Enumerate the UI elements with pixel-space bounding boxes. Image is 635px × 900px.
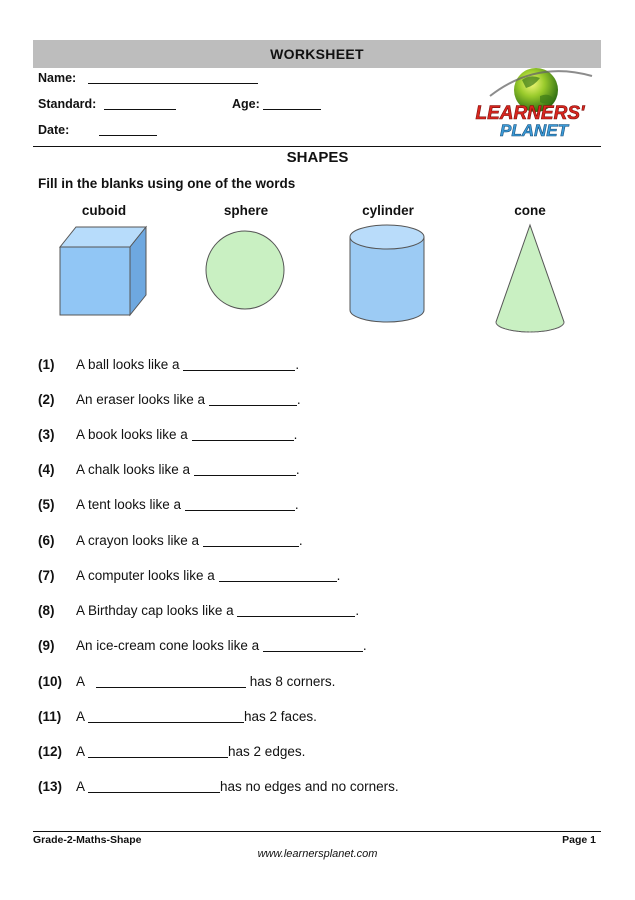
question-number: (6) [38, 533, 55, 548]
age-field [232, 97, 321, 111]
footer-divider [33, 831, 601, 832]
question-3 [38, 427, 297, 442]
question-text: A Birthday cap looks like a [76, 603, 234, 618]
question-6 [38, 533, 303, 548]
answer-blank[interactable] [88, 779, 220, 793]
question-text-end: has 2 edges. [228, 744, 306, 759]
question-text-end: . [336, 568, 341, 583]
question-4 [38, 462, 300, 477]
logo-text-learners: LEARNERS' [475, 103, 585, 124]
age-blank[interactable] [263, 109, 321, 110]
question-number: (2) [38, 392, 55, 407]
learners-planet-logo [460, 66, 600, 142]
answer-blank[interactable] [194, 462, 296, 476]
question-2 [38, 392, 301, 407]
question-text: A chalk looks like a [76, 462, 191, 477]
answer-blank[interactable] [88, 709, 244, 723]
question-text-end: . [294, 497, 299, 512]
question-9 [38, 638, 367, 653]
question-number: (7) [38, 568, 55, 583]
question-text-end: . [298, 533, 303, 548]
question-text: A [76, 674, 85, 689]
question-5 [38, 497, 299, 512]
question-text-end: . [295, 357, 300, 372]
standard-blank[interactable] [104, 109, 176, 110]
question-text: A [76, 709, 85, 724]
page-title: SHAPES [286, 149, 349, 166]
question-text: A crayon looks like a [76, 533, 200, 548]
question-text: A ball looks like a [76, 357, 180, 372]
shape-label-cuboid: cuboid [81, 203, 127, 218]
question-text: An eraser looks like a [76, 392, 206, 407]
date-field [38, 123, 157, 137]
shape-label-sphere: sphere [223, 203, 269, 218]
question-text: A tent looks like a [76, 497, 182, 512]
question-12 [38, 744, 305, 759]
answer-blank[interactable] [203, 533, 299, 547]
shape-label-cylinder: cylinder [362, 203, 414, 218]
answer-blank[interactable] [209, 392, 297, 406]
question-text: A [76, 744, 85, 759]
question-number: (11) [38, 709, 62, 724]
logo-text-planet: PLANET [500, 121, 568, 140]
question-13 [38, 779, 399, 794]
question-10 [38, 674, 335, 689]
shape-label-cone: cone [514, 203, 546, 218]
name-label: Name: [38, 71, 77, 85]
shapes-illustration [0, 215, 635, 340]
question-number: (12) [38, 744, 63, 759]
question-text-end: . [362, 638, 367, 653]
age-label: Age: [232, 97, 260, 111]
date-blank[interactable] [99, 135, 157, 136]
instruction-text: Fill in the blanks using one of the words [38, 176, 296, 191]
question-8 [38, 603, 359, 618]
question-number: (4) [38, 462, 55, 477]
answer-blank[interactable] [183, 357, 295, 371]
question-11 [38, 709, 317, 724]
cone-shape [496, 225, 564, 332]
cuboid-shape [60, 227, 146, 315]
question-text: A book looks like a [76, 427, 188, 442]
worksheet-header: WORKSHEET [33, 40, 601, 68]
answer-blank[interactable] [192, 427, 294, 441]
question-number: (8) [38, 603, 55, 618]
question-number: (1) [38, 357, 55, 372]
footer-url[interactable]: www.learnersplanet.com [257, 848, 378, 860]
question-number: (3) [38, 427, 55, 442]
question-number: (13) [38, 779, 63, 794]
question-text: An ice-cream cone looks like a [76, 638, 260, 653]
question-7 [38, 568, 340, 583]
answer-blank[interactable] [263, 638, 363, 652]
question-text: A computer looks like a [76, 568, 215, 583]
answer-blank[interactable] [185, 497, 295, 511]
question-text: A [76, 779, 85, 794]
answer-blank[interactable] [219, 568, 337, 582]
footer-worksheet-id: Grade-2-Maths-Shape [33, 834, 142, 846]
question-number: (5) [38, 497, 55, 512]
question-text-end: has 2 faces. [244, 709, 317, 724]
question-text-end: . [355, 603, 360, 618]
name-blank[interactable] [88, 83, 258, 84]
question-number: (10) [38, 674, 63, 689]
question-number: (9) [38, 638, 55, 653]
answer-blank[interactable] [96, 674, 246, 688]
answer-blank[interactable] [88, 744, 228, 758]
question-text-end: . [296, 392, 301, 407]
footer-page-number: Page 1 [562, 834, 596, 846]
question-text-end: has 8 corners. [249, 674, 336, 689]
header-divider [33, 146, 601, 147]
standard-label: Standard: [38, 97, 97, 111]
answer-blank[interactable] [237, 603, 355, 617]
question-1 [38, 357, 299, 372]
name-field [38, 71, 258, 85]
question-text-end: has no edges and no corners. [220, 779, 399, 794]
question-text-end: . [295, 462, 300, 477]
sphere-shape [206, 231, 284, 309]
question-text-end: . [293, 427, 298, 442]
date-label: Date: [38, 123, 70, 137]
cylinder-shape [350, 225, 424, 322]
standard-field [38, 97, 176, 111]
